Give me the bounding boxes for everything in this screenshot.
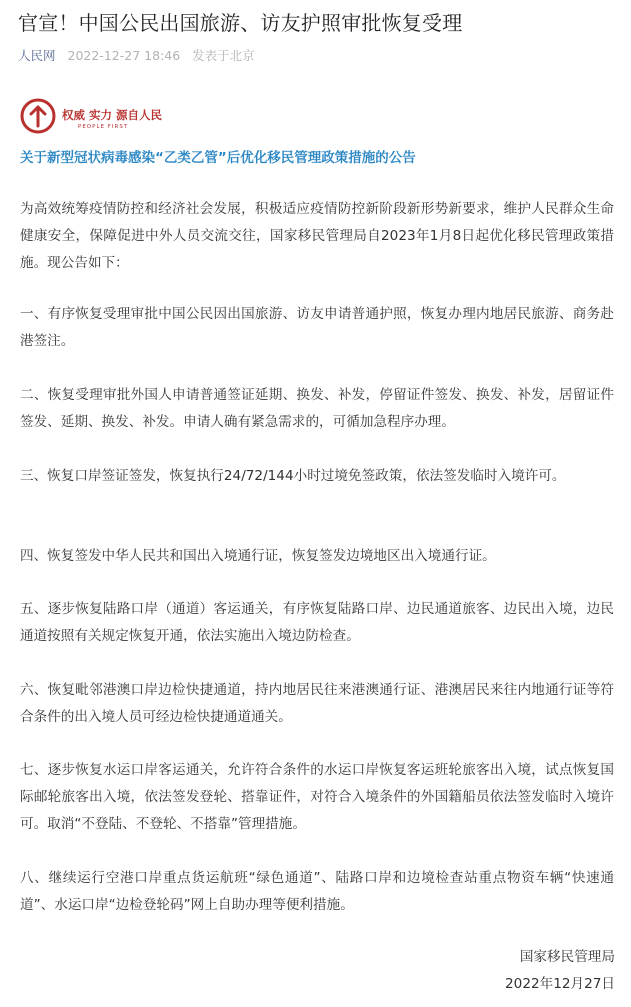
paragraph-item-5: 五、逐步恢复陆路口岸（通道）客运通关，有序恢复陆路口岸、边民通道旅客、边民出入境，边民通道按照有关规定恢复开通，依法实施出入境边防检查。 bbox=[20, 601, 614, 644]
banner-slogan-en: PEOPLE FIRST bbox=[78, 124, 129, 130]
publish-datetime: 2022-12-27 18:46 bbox=[67, 48, 181, 63]
notice-subtitle: 关于新型冠状病毒感染“乙类乙管”后优化移民管理政策措施的公告 bbox=[20, 150, 416, 166]
publish-location: 发表于北京 bbox=[192, 48, 255, 63]
paragraph-item-2: 二、恢复受理审批外国人申请普通签证延期、换发、补发，停留证件签发、换发、补发，居留证件签发、延期、换发、补发。申请人确有紧急需求的，可循加急程序办理。 bbox=[20, 387, 614, 430]
article-meta bbox=[18, 47, 255, 65]
paragraph-intro: 为高效统筹疫情防控和经济社会发展，积极适应疫情防控新阶段新形势新要求，维护人民群众生命健康安全，保障促进中外人员交流交往，国家移民管理局自2023年1月8日起优化移民管理政策措施。现公告如下： bbox=[20, 201, 614, 271]
issue-date: 2022年12月27日 bbox=[505, 976, 615, 992]
banner-slogan: 权威 实力 源自人民 bbox=[62, 108, 163, 122]
paragraph-item-4: 四、恢复签发中华人民共和国出入境通行证，恢复签发边境地区出入境通行证。 bbox=[20, 548, 496, 564]
paragraph-item-3: 三、恢复口岸签证签发，恢复执行24/72/144小时过境免签政策，依法签发临时入境许可。 bbox=[20, 468, 566, 484]
article-title: 官宣！中国公民出国旅游、访友护照审批恢复受理 bbox=[18, 11, 463, 35]
paragraph-item-8: 八、继续运行空港口岸重点货运航班“绿色通道”、陆路口岸和边境检查站重点物资车辆“快速通道”、水运口岸“边检登轮码”网上自助办理等便利措施。 bbox=[20, 870, 614, 913]
source-link[interactable]: 人民网 bbox=[18, 48, 56, 63]
paragraph-item-1: 一、有序恢复受理审批中国公民因出国旅游、访友申请普通护照，恢复办理内地居民旅游、商务赴港签注。 bbox=[20, 306, 614, 349]
paragraph-item-7: 七、逐步恢复水运口岸客运通关，允许符合条件的水运口岸恢复客运班轮旅客出入境，试点恢复国际邮轮旅客出入境，依法签发登轮、搭靠证件，对符合入境条件的外国籍船员依法签发临时入境许可。取消“不登陆、不登轮、不搭靠”管理措施。 bbox=[20, 762, 614, 832]
paragraph-item-6: 六、恢复毗邻港澳口岸边检快捷通道，持内地居民往来港澳通行证、港澳居民来往内地通行证等符合条件的出入境人员可经边检快捷通道通关。 bbox=[20, 682, 614, 725]
arrow-up-circle-icon bbox=[20, 98, 56, 134]
issuer-signature: 国家移民管理局 bbox=[519, 949, 615, 965]
